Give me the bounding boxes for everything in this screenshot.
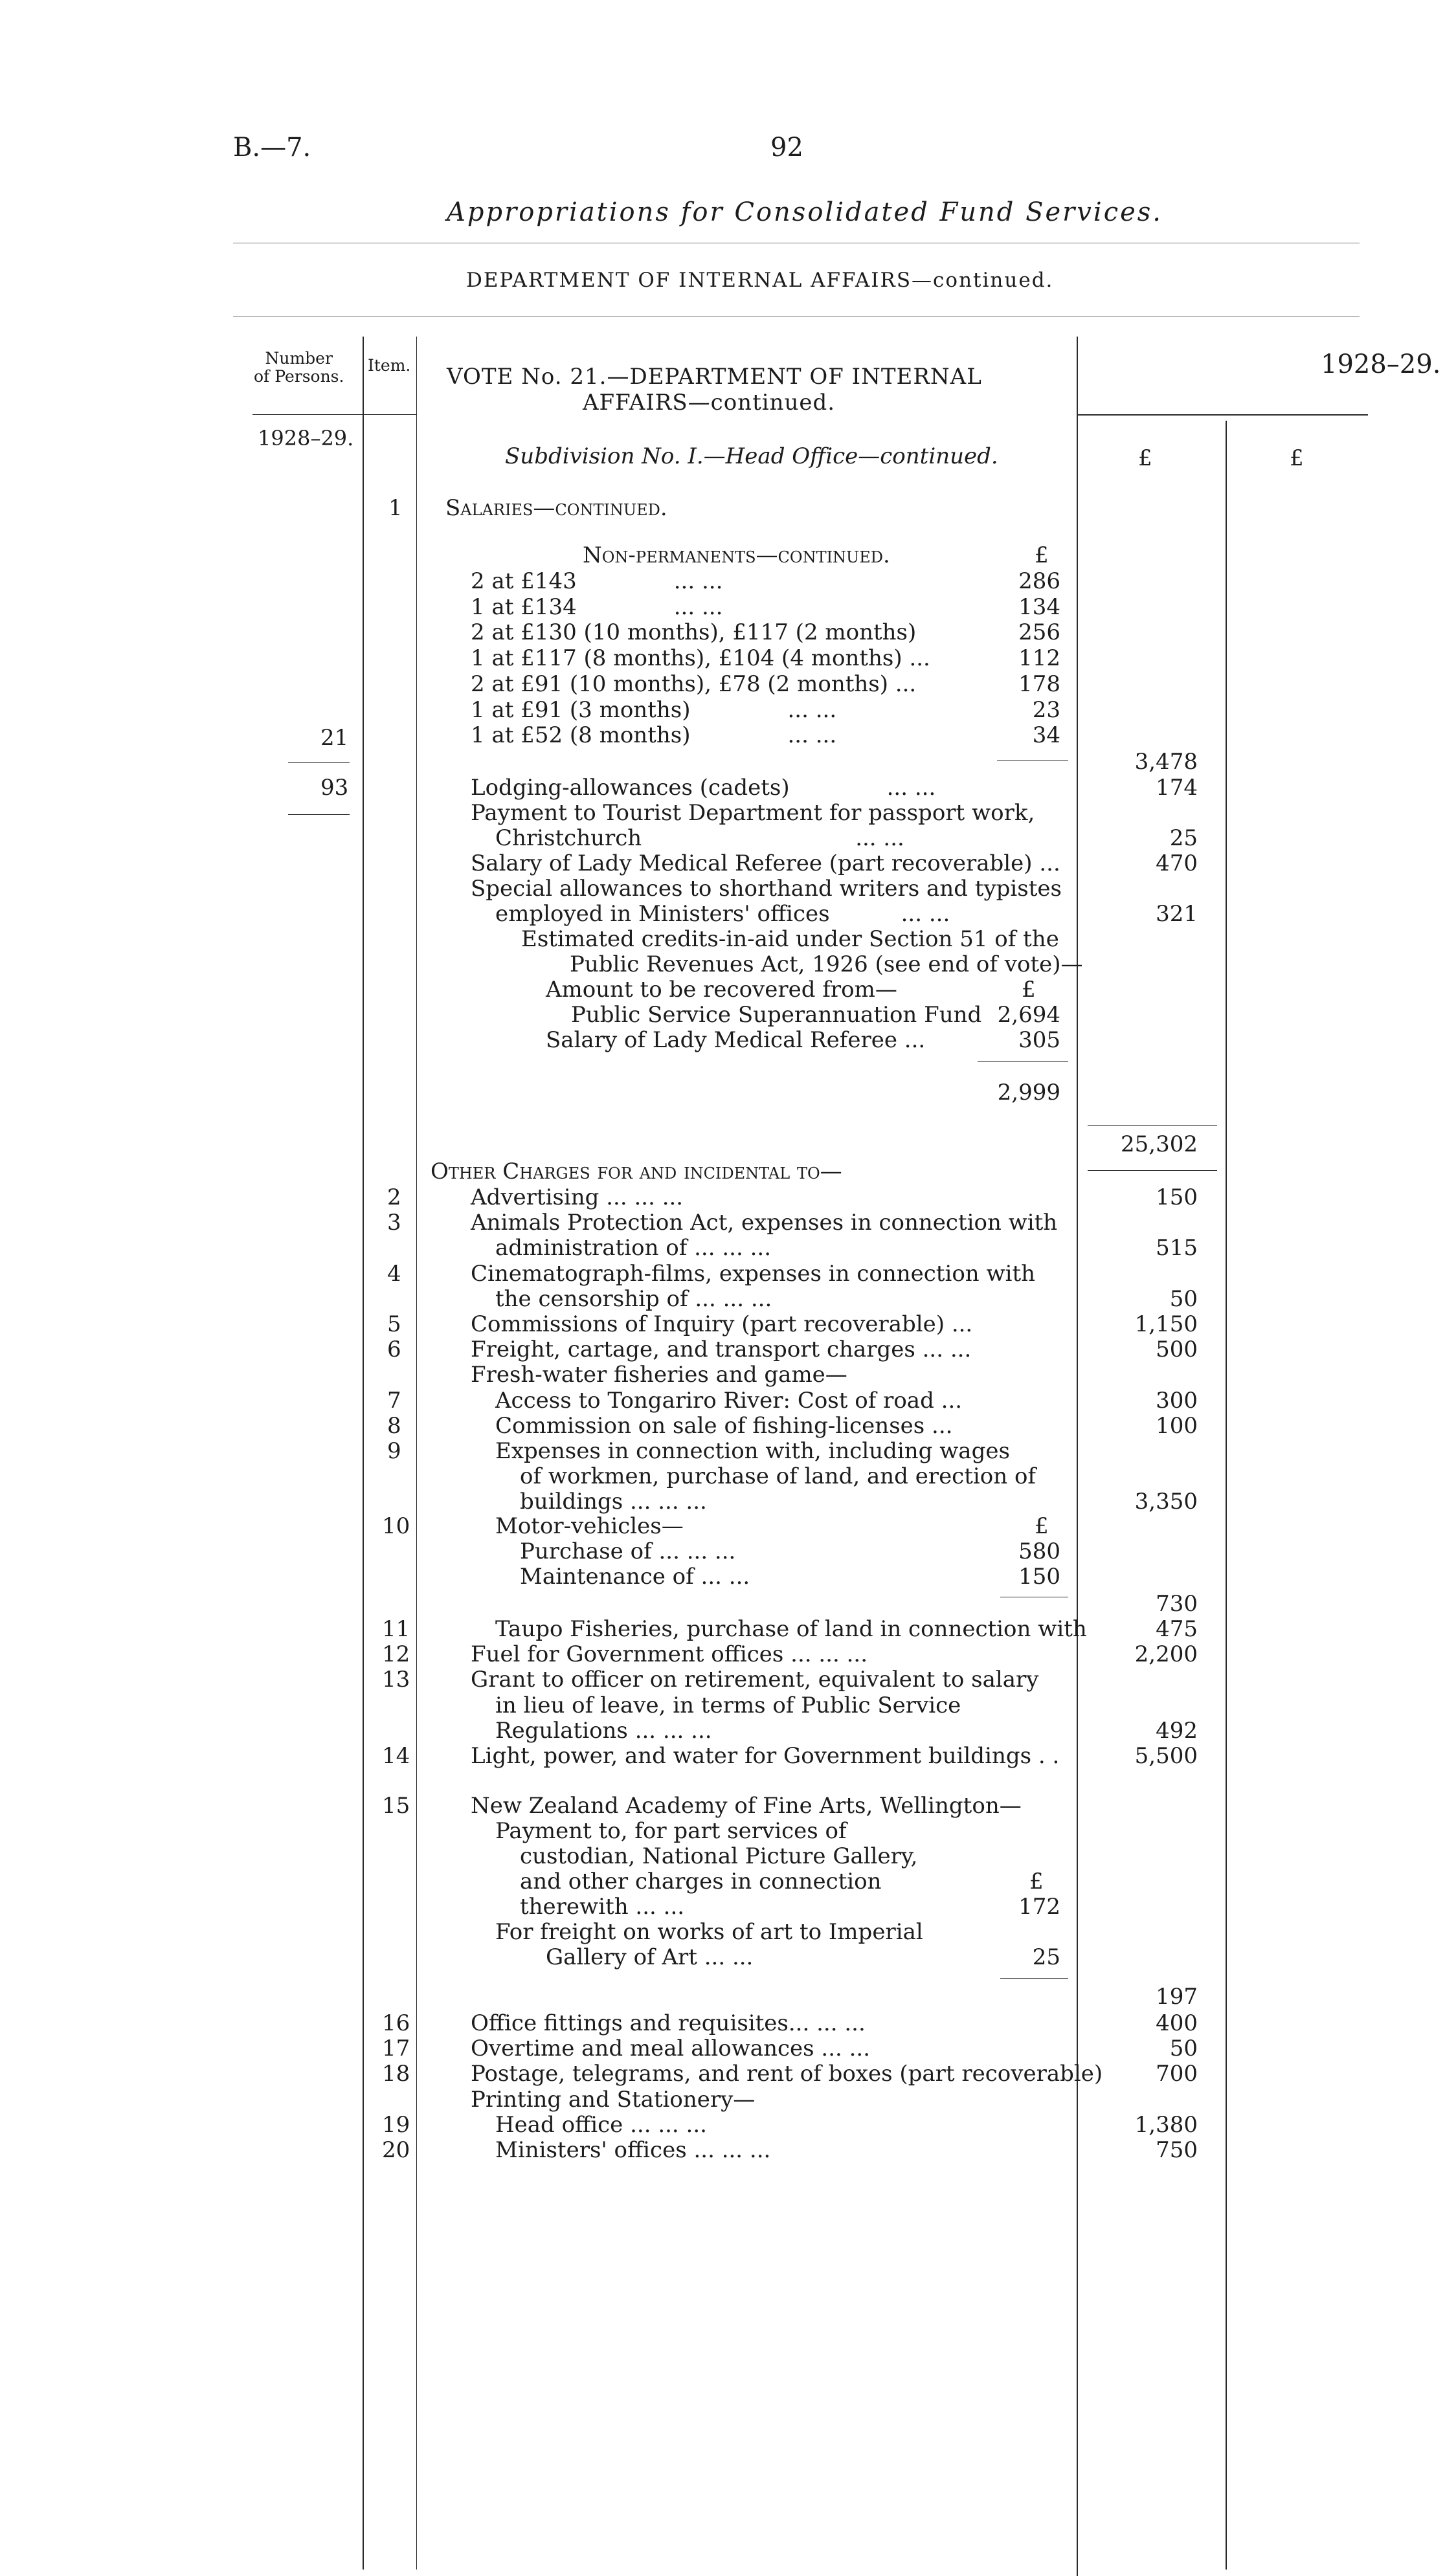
line-item-label: Fuel for Government offices ... ... ... xyxy=(471,1641,868,1668)
line-item-value: 400 xyxy=(1156,2010,1198,2036)
salary-row-label: 2 at £130 (10 months), £117 (2 months) xyxy=(471,619,917,646)
nz-payment-label-4: therewith ... ... xyxy=(520,1894,685,1920)
line-item-label: Advertising ... ... ... xyxy=(471,1184,684,1210)
item-number: 6 xyxy=(387,1337,401,1363)
item-number: 7 xyxy=(387,1387,401,1414)
line-item-value: 750 xyxy=(1156,2137,1198,2163)
tourist-label: Payment to Tourist Department for passport work, xyxy=(471,800,1035,826)
page-number: 92 xyxy=(770,133,803,162)
credits-psf-label: Public Service Superannuation Fund xyxy=(571,1002,982,1028)
tourist-value: 25 xyxy=(1169,825,1198,851)
line-item-label: administration of ... ... ... xyxy=(495,1235,772,1261)
line-item-label: Freight, cartage, and transport charges ... ... xyxy=(471,1337,972,1363)
nz-total: 197 xyxy=(1156,1984,1198,2010)
line-item-label: Postage, telegrams, and rent of boxes (part recoverable) xyxy=(471,2061,1103,2087)
nz-freight-label-2: Gallery of Art ... ... xyxy=(546,1944,754,1970)
line-item-value: 150 xyxy=(1156,1184,1198,1210)
persons-count: 21 xyxy=(320,725,349,751)
special-allowances-label: Special allowances to shorthand writers and typistes xyxy=(471,876,1062,902)
credits-line: Estimated credits-in-aid under Section 51 of the xyxy=(521,926,1059,952)
rule-item-text xyxy=(416,337,417,2570)
total-rule-under xyxy=(1088,1170,1217,1171)
vote-heading: VOTE No. 21.—DEPARTMENT OF INTERNAL xyxy=(447,364,982,390)
line-item-value: 1,380 xyxy=(1134,2111,1198,2138)
credits-psf-value: 2,694 xyxy=(997,1002,1060,1028)
persons-total: 93 xyxy=(320,775,349,801)
line-item-value: 500 xyxy=(1156,1337,1198,1363)
persons-total-rule xyxy=(288,814,350,815)
line-item-label: Access to Tongariro River: Cost of road ... xyxy=(495,1387,963,1414)
line-item-value: 100 xyxy=(1156,1412,1198,1439)
pound-sign-left: £ xyxy=(1138,445,1152,471)
line-item-value: 492 xyxy=(1156,1717,1198,1744)
item-number: 10 xyxy=(382,1513,410,1539)
motor-pound: £ xyxy=(1035,1513,1049,1539)
line-item-value: 1,150 xyxy=(1134,1311,1198,1337)
year-header-rule xyxy=(1077,414,1368,416)
nz-payment-label: Payment to, for part services of xyxy=(495,1818,847,1844)
motor-purchase-label: Purchase of ... ... ... xyxy=(520,1538,736,1564)
persons-year-label: 1928–29. xyxy=(258,426,354,450)
salaries-total: 25,302 xyxy=(1121,1131,1198,1157)
line-item-label: Grant to officer on retirement, equivalent to salary xyxy=(471,1667,1039,1693)
line-item-label: Expenses in connection with, including wages xyxy=(495,1438,1010,1464)
motor-total: 730 xyxy=(1156,1591,1198,1617)
salary-row-value: 23 xyxy=(1032,696,1060,723)
item-number: 9 xyxy=(387,1438,401,1464)
lodging-label: Lodging-allowances (cadets) ... ... xyxy=(471,775,936,801)
line-item-value: 2,200 xyxy=(1134,1641,1198,1668)
line-item-label: Light, power, and water for Government buildings . . xyxy=(471,1743,1060,1769)
nz-academy-label: New Zealand Academy of Fine Arts, Wellington— xyxy=(471,1793,1022,1819)
credits-pound: £ xyxy=(1022,977,1036,1003)
line-item-label: Overtime and meal allowances ... ... xyxy=(471,2036,871,2062)
line-item-label: Office fittings and requisites... ... ... xyxy=(471,2010,866,2036)
salary-row-label: 1 at £52 (8 months) ... ... xyxy=(471,722,837,749)
line-item-label: buildings ... ... ... xyxy=(520,1489,707,1515)
year-header: 1928–29. xyxy=(1321,350,1441,379)
item-number: 4 xyxy=(387,1260,401,1287)
salary-row-label: 1 at £117 (8 months), £104 (4 months) ... xyxy=(471,645,930,672)
credits-lady-label: Salary of Lady Medical Referee ... xyxy=(546,1027,926,1053)
line-item-value: 3,350 xyxy=(1134,1489,1198,1515)
number-of-persons-header: Number of Persons. xyxy=(254,349,344,386)
credits-line-2: Public Revenues Act, 1926 (see end of vote)— xyxy=(570,951,1083,977)
line-item-value: 50 xyxy=(1169,2036,1198,2062)
line-item-label: Regulations ... ... ... xyxy=(495,1717,712,1744)
nz-freight-label: For freight on works of art to Imperial xyxy=(495,1919,923,1945)
nz-payment-label-3: and other charges in connection xyxy=(520,1869,882,1894)
other-charges-heading: Other Charges for and incidental to— xyxy=(431,1159,842,1184)
nz-payment-value: 172 xyxy=(1018,1894,1060,1920)
salary-row-value: 178 xyxy=(1018,671,1060,697)
salary-row-value: 134 xyxy=(1018,594,1060,620)
pound-sign: £ xyxy=(1035,542,1049,568)
credits-lady-value: 305 xyxy=(1018,1027,1060,1053)
tourist-label-cont: Christchurch ... ... xyxy=(495,825,904,851)
subdivision-heading: Subdivision No. I.—Head Office—continued. xyxy=(505,443,998,469)
salary-row-label: 2 at £143 ... ... xyxy=(471,568,723,594)
credits-rule xyxy=(978,1061,1068,1062)
lodging-value: 174 xyxy=(1156,775,1198,801)
salary-row-value: 112 xyxy=(1018,645,1060,672)
line-item-value: 300 xyxy=(1156,1387,1198,1414)
special-allowances-label-cont: employed in Ministers' offices ... ... xyxy=(495,901,950,927)
vote-heading-cont: AFFAIRS—continued. xyxy=(583,390,836,416)
persons-rule xyxy=(288,762,350,763)
pound-sign-right: £ xyxy=(1290,445,1304,471)
line-item-label: Head office ... ... ... xyxy=(495,2111,707,2138)
line-item-label: of workmen, purchase of land, and erection of xyxy=(520,1463,1036,1490)
item-number: 11 xyxy=(382,1616,410,1642)
rule-text-amount xyxy=(1077,337,1078,2576)
line-item-label: Animals Protection Act, expenses in connection with xyxy=(471,1210,1058,1236)
item-number: 14 xyxy=(382,1743,410,1769)
page-title: Appropriations for Consolidated Fund Services. xyxy=(447,197,1163,227)
item-number: 3 xyxy=(387,1210,401,1236)
motor-purchase-value: 580 xyxy=(1018,1538,1060,1564)
lady-referee-label: Salary of Lady Medical Referee (part recoverable) ... xyxy=(471,850,1060,876)
lady-referee-value: 470 xyxy=(1156,850,1198,876)
item-number: 20 xyxy=(382,2137,410,2163)
motor-vehicles-label: Motor-vehicles— xyxy=(495,1513,684,1539)
rule-persons-item xyxy=(363,337,364,2570)
nonpermanents-heading: Non-permanents—continued. xyxy=(583,542,890,568)
line-item-label: Cinematograph-films, expenses in connection with xyxy=(471,1260,1036,1287)
item-number: 5 xyxy=(387,1311,401,1337)
salaries-heading: Salaries—continued. xyxy=(445,495,667,521)
item-number: 18 xyxy=(382,2061,410,2087)
line-item-value: 515 xyxy=(1156,1235,1198,1261)
salary-row-value: 286 xyxy=(1018,568,1060,594)
salaries-subtotal: 3,478 xyxy=(1134,749,1198,775)
item-number: 8 xyxy=(387,1412,401,1439)
salary-row-value: 34 xyxy=(1032,722,1060,749)
rule-amount-split xyxy=(1226,421,1227,2570)
nz-rule xyxy=(1000,1978,1068,1979)
salary-row-label: 1 at £134 ... ... xyxy=(471,594,723,620)
line-item-value: 475 xyxy=(1156,1616,1198,1642)
item-number: 12 xyxy=(382,1641,410,1668)
department-heading: DEPARTMENT OF INTERNAL AFFAIRS—continued. xyxy=(466,269,1054,292)
line-item-value: 5,500 xyxy=(1134,1743,1198,1769)
line-item-label: the censorship of ... ... ... xyxy=(495,1285,772,1312)
line-item-value: 700 xyxy=(1156,2061,1198,2087)
document-reference: B.—7. xyxy=(233,133,311,162)
line-item-label: Commissions of Inquiry (part recoverable) ... xyxy=(471,1311,973,1337)
line-item-label: Commission on sale of fishing-licenses ... xyxy=(495,1412,953,1439)
line-item-label: in lieu of leave, in terms of Public Service xyxy=(495,1692,961,1718)
item-number: 17 xyxy=(382,2036,410,2062)
item-number: 19 xyxy=(382,2111,410,2138)
credits-line-3: Amount to be recovered from— xyxy=(546,977,897,1003)
item-number: 1 xyxy=(388,495,403,521)
line-item-value: 50 xyxy=(1169,1285,1198,1312)
item-number: 16 xyxy=(382,2010,410,2036)
nz-freight-value: 25 xyxy=(1032,1944,1060,1970)
persons-header-rule xyxy=(252,414,416,415)
motor-maintenance-value: 150 xyxy=(1018,1564,1060,1590)
line-item-label: Printing and Stationery— xyxy=(471,2086,756,2113)
nz-pound: £ xyxy=(1029,1869,1044,1894)
line-item-label: Ministers' offices ... ... ... xyxy=(495,2137,771,2163)
salary-row-label: 1 at £91 (3 months) ... ... xyxy=(471,696,837,723)
motor-maintenance-label: Maintenance of ... ... xyxy=(520,1564,750,1590)
credits-total: 2,999 xyxy=(997,1080,1060,1105)
item-number: 13 xyxy=(382,1667,410,1693)
salary-row-label: 2 at £91 (10 months), £78 (2 months) ... xyxy=(471,671,917,697)
nz-payment-label-2: custodian, National Picture Gallery, xyxy=(520,1843,918,1869)
total-rule xyxy=(1088,1125,1217,1126)
item-number: 2 xyxy=(387,1184,401,1210)
item-number: 15 xyxy=(382,1793,410,1819)
special-allowances-value: 321 xyxy=(1156,901,1198,927)
salary-row-value: 256 xyxy=(1018,619,1060,646)
item-header: Item. xyxy=(368,356,411,375)
line-item-label: Taupo Fisheries, purchase of land in connection with xyxy=(495,1616,1087,1642)
line-item-label: Fresh-water fisheries and game— xyxy=(471,1362,847,1388)
